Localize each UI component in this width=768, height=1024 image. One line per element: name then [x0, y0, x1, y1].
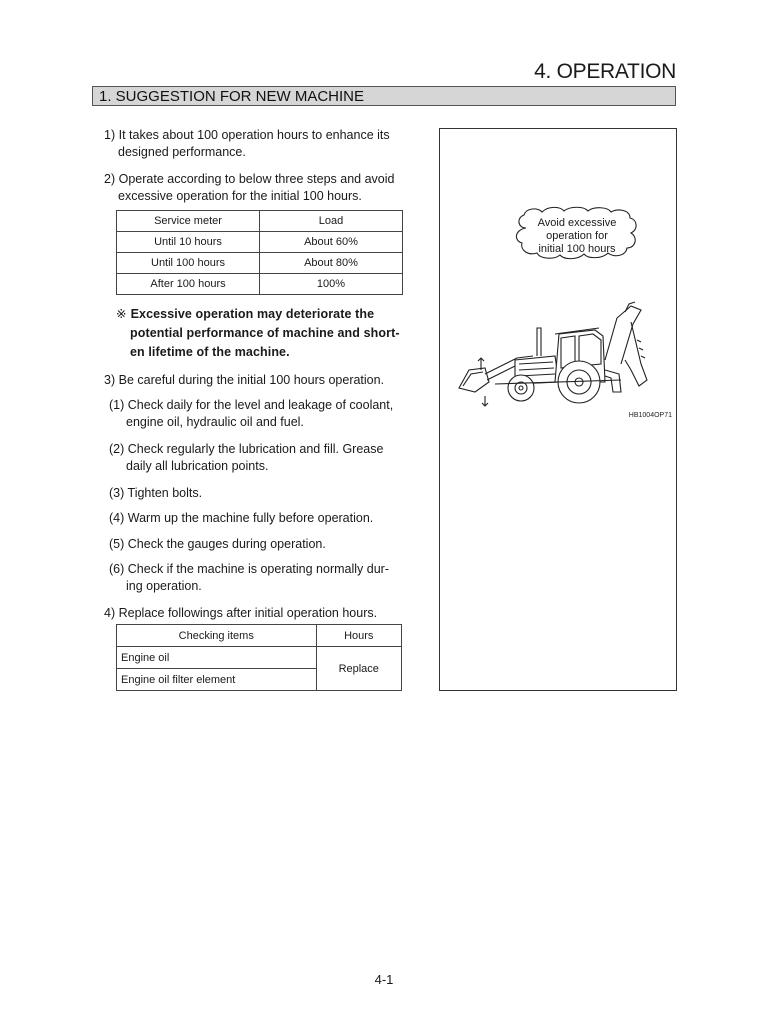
item-text-cont: designed performance. [118, 145, 246, 159]
sub-list-item [109, 397, 405, 431]
item-text-cont: excessive operation for the initial 100 hours. [118, 189, 362, 203]
item-number: 4) [104, 606, 116, 620]
item-number: (5) [109, 537, 125, 551]
item-text: Be careful during the initial 100 hours operation. [118, 373, 385, 387]
list-item [104, 127, 404, 161]
sub-list-item [109, 510, 405, 527]
checking-table [116, 624, 402, 691]
table-cell-action: Replace [316, 647, 402, 691]
cloud-caption [520, 217, 634, 256]
item-text-cont: ing operation. [126, 579, 202, 593]
item-text: Check the gauges during operation. [127, 537, 326, 551]
item-text: Check regularly the lubrication and fill. Grease [127, 442, 384, 456]
figure-code: HB1004OP71 [628, 412, 672, 419]
section-heading: 1. SUGGESTION FOR NEW MACHINE [92, 86, 676, 106]
table-header-row [117, 625, 402, 647]
item-number: 1) [104, 128, 116, 142]
page-number: 4-1 [374, 972, 394, 987]
table-cell: Until 10 hours [117, 232, 260, 253]
table-cell: Until 100 hours [117, 253, 260, 274]
cloud-line: operation for [546, 230, 608, 242]
table-header: Load [260, 211, 403, 232]
item-text: Tighten bolts. [127, 486, 203, 500]
sub-list-item [109, 536, 405, 553]
cloud-line: Avoid excessive [537, 217, 617, 229]
item-text-cont: daily all lubrication points. [126, 459, 269, 473]
item-number: (2) [109, 442, 125, 456]
table-cell: Engine oil [117, 647, 317, 669]
note-line: potential performance of machine and short- [130, 326, 400, 340]
item-number: (3) [109, 486, 125, 500]
item-number: (4) [109, 511, 125, 525]
item-text: Check if the machine is operating normally dur- [127, 562, 389, 576]
item-text-cont: engine oil, hydraulic oil and fuel. [126, 415, 304, 429]
table-cell: After 100 hours [117, 274, 260, 295]
note-line: en lifetime of the machine. [130, 345, 290, 359]
table-header: Hours [316, 625, 402, 647]
item-number: (1) [109, 398, 125, 412]
table-cell: About 60% [260, 232, 403, 253]
table-header-row [117, 211, 403, 232]
table-row [117, 232, 403, 253]
load-table [116, 210, 403, 295]
table-row [117, 647, 402, 669]
note-line: Excessive operation may deteriorate the [130, 307, 375, 321]
item-text: Operate according to below three steps and avoid [118, 172, 395, 186]
item-text: Replace followings after initial operation hours. [118, 606, 378, 620]
item-text: Check daily for the level and leakage of coolant, [127, 398, 394, 412]
table-cell: Engine oil filter element [117, 669, 317, 691]
table-cell: About 80% [260, 253, 403, 274]
list-item [104, 605, 414, 622]
item-number: (6) [109, 562, 125, 576]
list-item [104, 372, 414, 389]
table-row [117, 253, 403, 274]
table-header: Checking items [117, 625, 317, 647]
caution-note [116, 305, 404, 362]
table-cell: 100% [260, 274, 403, 295]
item-text: It takes about 100 operation hours to enhance its [118, 128, 390, 142]
sub-list-item [109, 441, 405, 475]
list-item [104, 171, 404, 205]
cloud-line: initial 100 hours [538, 243, 616, 255]
note-mark: ※ [116, 307, 127, 321]
table-row [117, 274, 403, 295]
table-header: Service meter [117, 211, 260, 232]
sub-list-item [109, 561, 405, 595]
sub-list-item [109, 485, 405, 502]
item-number: 3) [104, 373, 116, 387]
chapter-title: 4. OPERATION [534, 60, 676, 83]
item-text: Warm up the machine fully before operation. [127, 511, 374, 525]
backhoe-loader-icon [455, 300, 665, 408]
item-number: 2) [104, 172, 116, 186]
